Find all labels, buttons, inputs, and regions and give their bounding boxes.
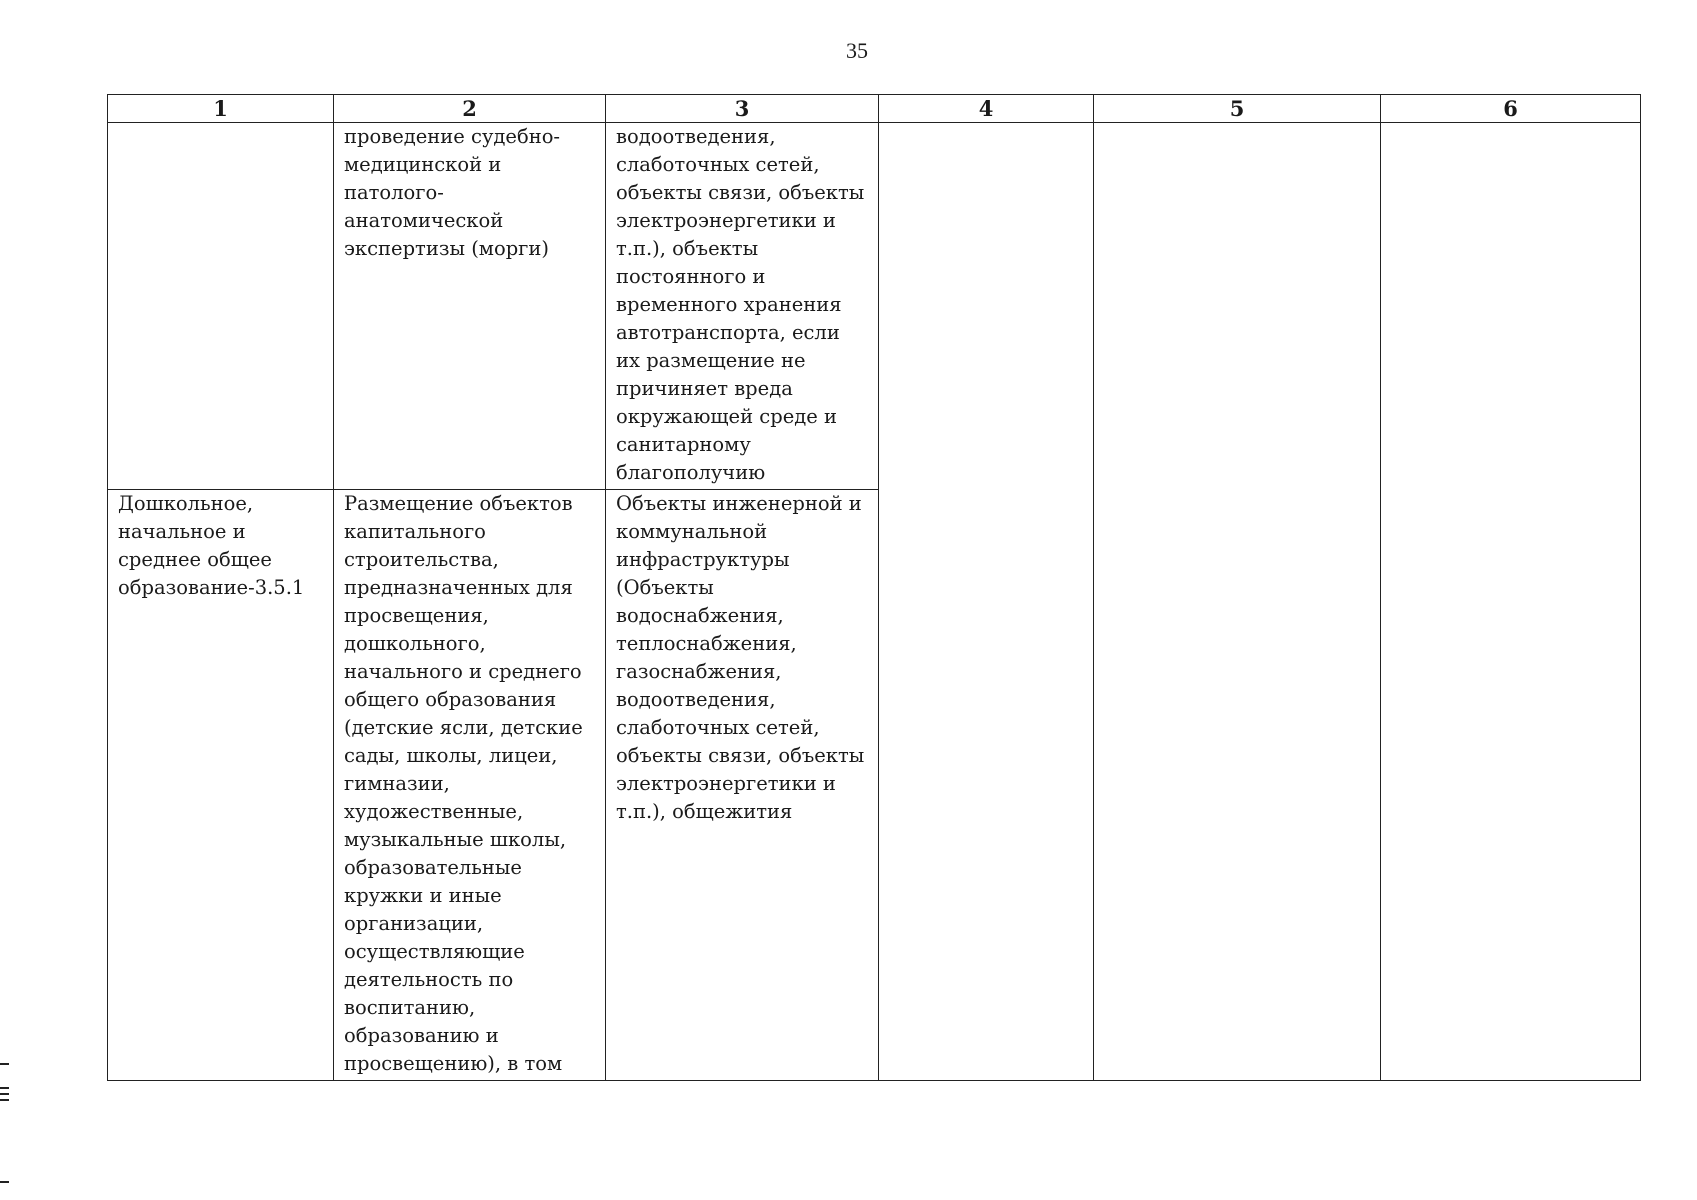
column-header-3: 3 <box>606 95 879 123</box>
scan-mark <box>0 1181 9 1183</box>
scan-mark <box>0 1099 9 1101</box>
column-header-5: 5 <box>1094 95 1381 123</box>
column-6-cell <box>1381 123 1641 1081</box>
column-header-4: 4 <box>879 95 1094 123</box>
land-use-type-cell <box>108 123 334 490</box>
column-header-6: 6 <box>1381 95 1641 123</box>
land-use-type-cell: Дошкольное, начальное и среднее общее образование-3.5.1 <box>108 489 334 1080</box>
table-row <box>108 123 1641 490</box>
scan-mark <box>0 1093 9 1095</box>
page-number: 35 <box>846 38 868 63</box>
description-cell: Размещение объектов капитального строительства, предназначенных для просвещения, дошкольного, начального и среднего общего образования (детские ясли, детские сады, школы, лицеи, гимназии, художественные, музыкальные школы, образовательные кружки и иные организации, осуществляющие деятельность по воспитанию, образованию и просвещению), в том <box>334 489 606 1080</box>
auxiliary-uses-cell: водоотведения, слаботочных сетей, объекты связи, объекты электроэнергетики и т.п.), объекты постоянного и временного хранения автотранспорта, если их размещение не причиняет вреда окружающей среде и санитарному благополучию <box>606 123 879 490</box>
table-header-row <box>108 95 1641 123</box>
column-4-cell <box>879 123 1094 1081</box>
auxiliary-uses-cell: Объекты инженерной и коммунальной инфраструктуры (Объекты водоснабжения, теплоснабжения, газоснабжения, водоотведения, слаботочных сетей, объекты связи, объекты электроэнергетики и т.п.), общежития <box>606 489 879 1080</box>
scan-mark <box>0 1063 9 1065</box>
column-header-1: 1 <box>108 95 334 123</box>
column-5-cell <box>1094 123 1381 1081</box>
scan-mark <box>0 1087 9 1089</box>
description-cell: проведение судебно- медицинской и патолого- анатомической экспертизы (морги) <box>334 123 606 490</box>
column-header-2: 2 <box>334 95 606 123</box>
land-use-table <box>107 94 1641 1081</box>
